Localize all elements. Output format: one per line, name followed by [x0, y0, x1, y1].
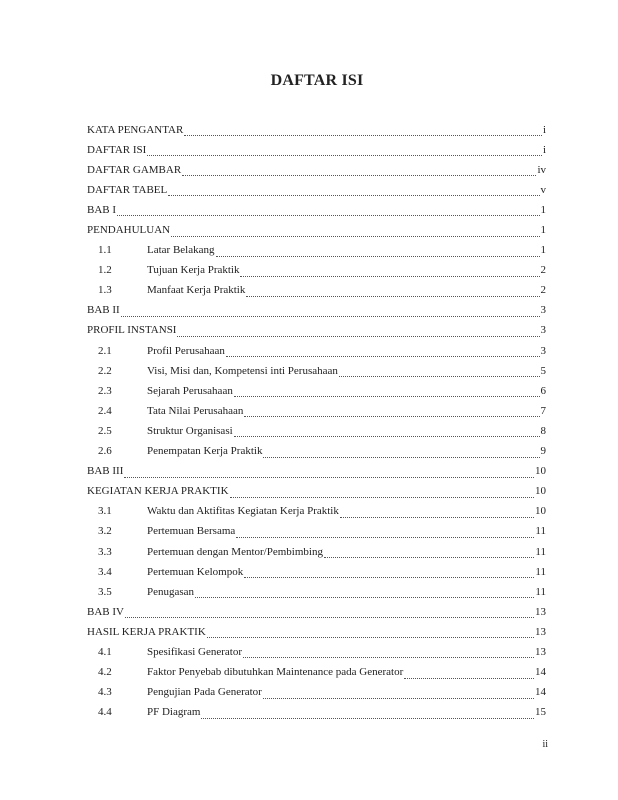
dot-leader [168, 186, 539, 196]
toc-entry-page: 11 [535, 525, 546, 538]
toc-entry-title: Pertemuan dengan Mentor/Pembimbing [147, 545, 323, 558]
dot-leader [339, 367, 540, 377]
toc-entry-title: Faktor Penyebab dibutuhkan Maintenance pada Generator [147, 666, 404, 679]
toc-entry-page: 10 [535, 465, 546, 478]
toc-subentry [87, 361, 546, 381]
dot-leader [171, 227, 539, 237]
dot-leader [124, 468, 534, 478]
toc-entry-number: 1.1 [98, 244, 112, 257]
toc-entry-title: Visi, Misi dan, Kompetensi inti Perusahaan [147, 364, 338, 377]
toc-entry-number: 4.2 [98, 666, 112, 679]
toc-entry [87, 220, 546, 240]
toc-entry-number: 3.4 [98, 565, 112, 578]
toc-entry-page: 13 [535, 605, 546, 618]
toc-entry-page: i [542, 143, 546, 156]
toc-entry-title: BAB II [87, 304, 120, 317]
toc-entry-title: Manfaat Kerja Praktik [147, 284, 246, 297]
toc-entry-page: i [542, 123, 546, 136]
toc-entry [87, 482, 546, 502]
dot-leader [324, 548, 534, 558]
toc-entry-title: Spesifikasi Generator [147, 645, 242, 658]
toc-entry-number: 3.3 [98, 545, 112, 558]
toc-entry-page: 10 [535, 485, 546, 498]
toc-entry-title: Waktu dan Aktifitas Kegiatan Kerja Praktik [147, 505, 339, 518]
toc-entry-page: 11 [535, 565, 546, 578]
toc-entry-page: 10 [535, 505, 546, 518]
toc-entry-page: 3 [540, 324, 546, 337]
dot-leader [243, 648, 534, 658]
dot-leader [226, 347, 540, 357]
dot-leader [125, 608, 534, 618]
toc-entry [87, 140, 546, 160]
toc-subentry [87, 341, 546, 361]
toc-entry [87, 120, 546, 140]
toc-subentry [87, 703, 546, 723]
toc-entry [87, 462, 546, 482]
toc-entry-page: 11 [535, 585, 546, 598]
toc-entry-page: 6 [540, 384, 546, 397]
toc-subentry [87, 562, 546, 582]
toc-entry-number: 1.2 [98, 264, 112, 277]
toc-entry [87, 321, 546, 341]
toc-entry-title: Profil Perusahaan [147, 344, 225, 357]
dot-leader [207, 628, 534, 638]
toc-entry-number: 3.1 [98, 505, 112, 518]
toc-entry-page: 1 [540, 244, 546, 257]
toc-entry [87, 301, 546, 321]
toc-subentry [87, 421, 546, 441]
toc-entry-number: 2.4 [98, 404, 112, 417]
toc-entry-title: DAFTAR GAMBAR [87, 163, 182, 176]
toc-entry-number: 4.3 [98, 686, 112, 699]
toc-subentry [87, 582, 546, 602]
dot-leader [263, 689, 534, 699]
toc-subentry [87, 502, 546, 522]
toc-entry-title: Pertemuan Kelompok [147, 565, 244, 578]
page-title: DAFTAR ISI [270, 72, 364, 89]
table-of-contents [87, 120, 546, 723]
dot-leader [404, 669, 534, 679]
toc-entry-title: Latar Belakang [147, 244, 215, 257]
toc-entry-title: Tata Nilai Perusahaan [147, 404, 244, 417]
toc-entry-title: DAFTAR ISI [87, 143, 147, 156]
dot-leader [216, 247, 540, 257]
toc-entry-page: 2 [540, 264, 546, 277]
dot-leader [234, 427, 540, 437]
dot-leader [147, 146, 542, 156]
toc-entry-title: Penempatan Kerja Praktik [147, 445, 263, 458]
toc-entry-page: 13 [535, 645, 546, 658]
toc-entry-page: 1 [540, 203, 546, 216]
toc-entry-number: 1.3 [98, 284, 112, 297]
toc-entry-page: 7 [540, 404, 546, 417]
dot-leader [263, 448, 539, 458]
toc-entry-title: Tujuan Kerja Praktik [147, 264, 240, 277]
dot-leader [201, 709, 534, 719]
toc-entry-number: 2.2 [98, 364, 112, 377]
dot-leader [240, 267, 539, 277]
toc-subentry [87, 663, 546, 683]
dot-leader [246, 287, 539, 297]
toc-entry-page: 9 [540, 445, 546, 458]
toc-entry-title: KEGIATAN KERJA PRAKTIK [87, 485, 229, 498]
dot-leader [234, 387, 540, 397]
toc-subentry [87, 642, 546, 662]
toc-entry-number: 3.2 [98, 525, 112, 538]
toc-entry-number: 3.5 [98, 585, 112, 598]
toc-entry-title: HASIL KERJA PRAKTIK [87, 625, 206, 638]
toc-entry-page: v [540, 183, 546, 196]
toc-subentry [87, 683, 546, 703]
toc-entry-number: 2.3 [98, 384, 112, 397]
toc-entry-title: BAB III [87, 465, 124, 478]
toc-entry [87, 602, 546, 622]
dot-leader [117, 206, 539, 216]
toc-entry [87, 200, 546, 220]
toc-entry-title: BAB IV [87, 605, 124, 618]
toc-entry-page: 15 [535, 706, 546, 719]
dot-leader [230, 488, 534, 498]
toc-entry-title: PF Diagram [147, 706, 201, 719]
toc-entry-number: 4.4 [98, 706, 112, 719]
dot-leader [121, 307, 540, 317]
toc-entry-page: 5 [540, 364, 546, 377]
dot-leader [184, 126, 542, 136]
toc-entry-title: Struktur Organisasi [147, 424, 233, 437]
toc-entry-page: 2 [540, 284, 546, 297]
toc-entry-title: BAB I [87, 203, 117, 216]
dot-leader [236, 528, 534, 538]
dot-leader [340, 508, 534, 518]
page-number: ii [542, 739, 548, 750]
toc-entry-page: iv [537, 163, 546, 176]
toc-entry-number: 2.5 [98, 424, 112, 437]
dot-leader [177, 327, 539, 337]
toc-entry-title: Pertemuan Bersama [147, 525, 236, 538]
toc-entry-page: 8 [540, 424, 546, 437]
toc-entry-page: 1 [540, 224, 546, 237]
toc-entry-title: KATA PENGANTAR [87, 123, 184, 136]
toc-entry-title: Sejarah Perusahaan [147, 384, 233, 397]
toc-subentry [87, 522, 546, 542]
toc-entry-number: 2.6 [98, 445, 112, 458]
toc-entry-page: 3 [540, 304, 546, 317]
toc-entry-page: 11 [535, 545, 546, 558]
toc-entry-number: 2.1 [98, 344, 112, 357]
toc-subentry [87, 261, 546, 281]
toc-entry-title: Pengujian Pada Generator [147, 686, 262, 699]
toc-entry-page: 14 [535, 686, 546, 699]
toc-subentry [87, 281, 546, 301]
toc-entry-number: 4.1 [98, 645, 112, 658]
dot-leader [195, 588, 534, 598]
toc-entry-page: 13 [535, 625, 546, 638]
dot-leader [244, 568, 534, 578]
toc-entry-page: 14 [535, 666, 546, 679]
toc-subentry [87, 381, 546, 401]
toc-entry-title: Penugasan [147, 585, 195, 598]
toc-entry [87, 180, 546, 200]
toc-entry-title: PROFIL INSTANSI [87, 324, 177, 337]
toc-subentry [87, 401, 546, 421]
toc-entry [87, 622, 546, 642]
toc-subentry [87, 542, 546, 562]
toc-entry [87, 160, 546, 180]
toc-entry-title: PENDAHULUAN [87, 224, 171, 237]
toc-entry-title: DAFTAR TABEL [87, 183, 168, 196]
toc-subentry [87, 442, 546, 462]
dot-leader [244, 407, 539, 417]
toc-entry-page: 3 [540, 344, 546, 357]
dot-leader [182, 166, 536, 176]
toc-subentry [87, 241, 546, 261]
